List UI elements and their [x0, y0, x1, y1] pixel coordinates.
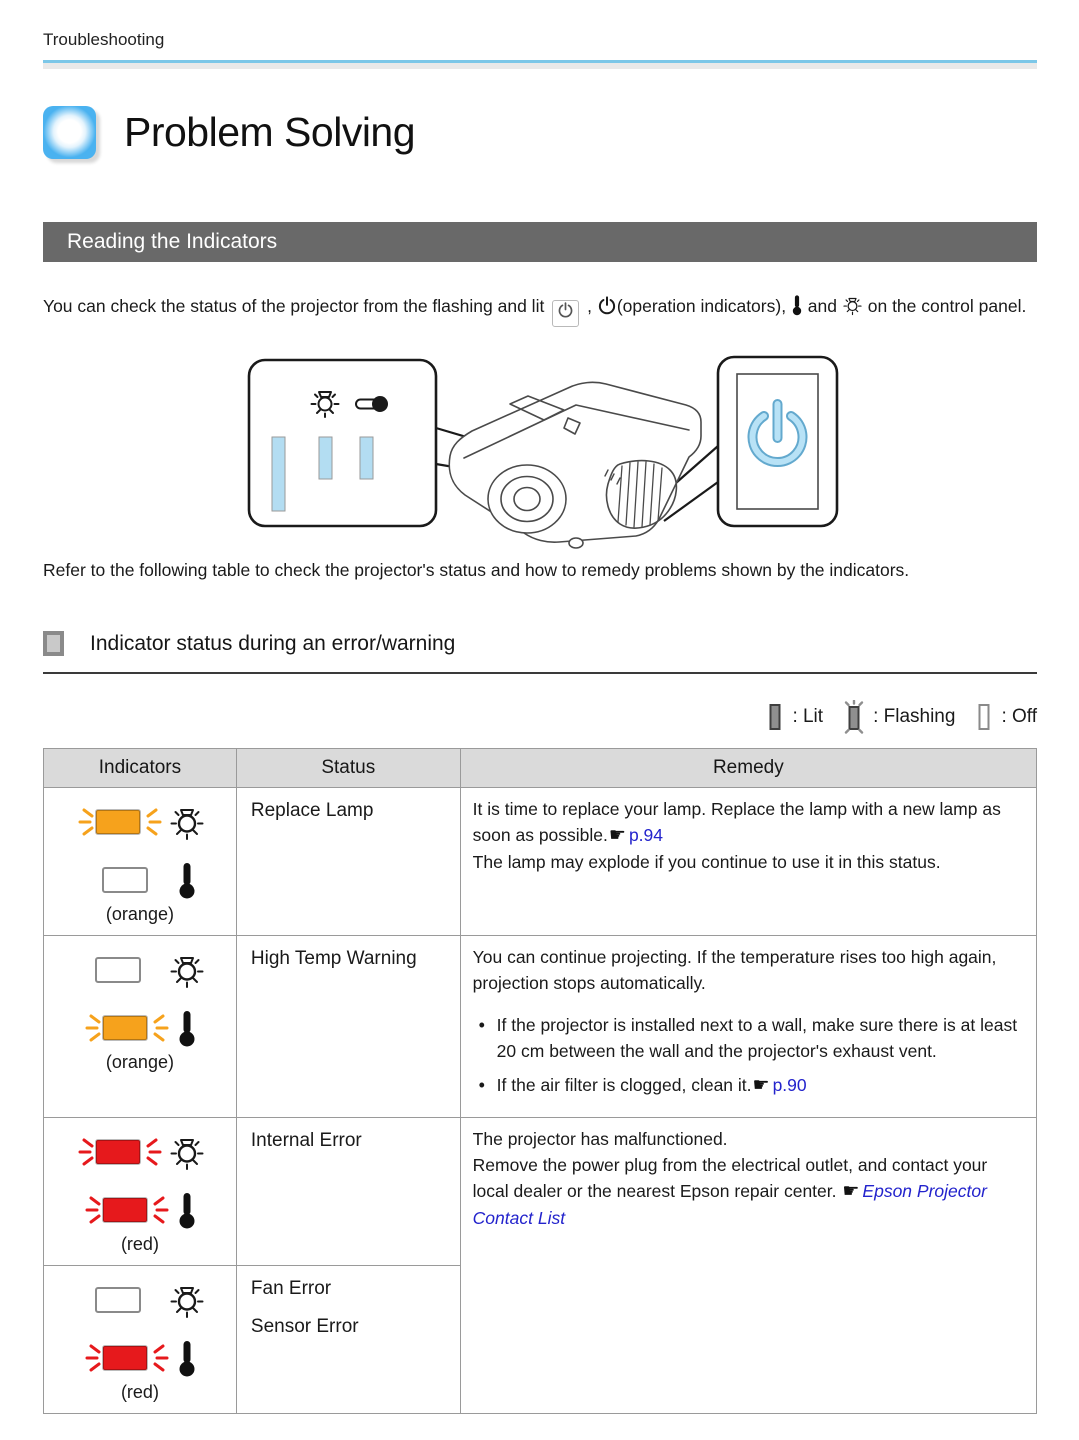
reference-icon: ☛: [608, 825, 626, 846]
header-indicators: Indicators: [44, 749, 237, 788]
indicators-cell: [44, 1118, 237, 1266]
temp-indicator-state: [83, 1336, 171, 1385]
temp-icon: [177, 1338, 197, 1383]
temp-icon: [177, 1190, 197, 1235]
intro-text-3: (operation indicators),: [616, 296, 791, 316]
legend-off: : Off: [973, 700, 1037, 734]
indicators-cell: [44, 1266, 237, 1414]
status-cell: Fan Error Sensor Error: [236, 1266, 460, 1414]
indicators-cell: [44, 936, 237, 1118]
indicator-color-label: (red): [120, 1234, 159, 1254]
header-divider: [43, 60, 1037, 69]
page-link[interactable]: p.90: [772, 1075, 807, 1095]
temp-indicator-icon: [791, 294, 803, 324]
indicator-status-table: [43, 748, 1037, 1414]
breadcrumb: Troubleshooting: [43, 30, 165, 49]
status-cell: Replace Lamp: [236, 788, 460, 936]
page-link[interactable]: p.94: [628, 825, 664, 845]
reference-icon: ☛: [752, 1075, 770, 1096]
legend-flashing: : Flashing: [841, 700, 955, 734]
page-title: Problem Solving: [124, 109, 416, 155]
title-row: [43, 106, 415, 159]
remedy-cell: You can continue projecting. If the temperature rises too high again, projection stops automatically. • If the projector is installed next to a wall, make sure there is at least 20 cm between the wall and the projector's exhaust vent. • If the air filter is clogged, clean it.☛ p.90: [460, 936, 1036, 1118]
indicator-legend: [43, 700, 1037, 734]
indicators-cell: [44, 788, 237, 936]
indicator-panel-callout: [249, 360, 436, 526]
intro-paragraph: [43, 293, 1039, 327]
power-panel-callout: [718, 357, 837, 526]
table-row: [44, 788, 1037, 936]
header-status: Status: [236, 749, 460, 788]
projector-drawing: [449, 382, 701, 548]
flashing-bar-icon: [841, 700, 867, 734]
square-bullet-icon: [43, 631, 64, 656]
temp-icon: [177, 860, 197, 905]
power-button-icon: [552, 300, 579, 327]
table-row: [44, 936, 1037, 1118]
list-item: • If the air filter is clogged, clean it.☛ p.90: [497, 1072, 1024, 1099]
header-remedy: Remedy: [460, 749, 1036, 788]
temp-indicator-state: [83, 1006, 171, 1055]
lamp-indicator-state: [76, 800, 164, 849]
indicator-color-label: (red): [120, 1382, 159, 1402]
lamp-icon: [170, 950, 204, 995]
status-cell: Internal Error: [236, 1118, 460, 1266]
lamp-indicator-state: [76, 948, 164, 997]
section-heading: Reading the Indicators: [43, 222, 1037, 262]
intro-text-1: You can check the status of the projector from the flashing and lit: [43, 296, 545, 316]
table-row: [44, 1118, 1037, 1266]
subheading-row: [43, 631, 455, 656]
reference-icon: ☛: [842, 1181, 860, 1202]
contact-list-link[interactable]: Epson Projector Contact List: [472, 1181, 987, 1228]
lit-bar-icon: [764, 700, 786, 734]
lamp-indicator-icon: [842, 295, 863, 324]
subheading-title: Indicator status during an error/warning: [90, 631, 456, 655]
off-bar-icon: [973, 700, 995, 734]
remedy-cell: It is time to replace your lamp. Replace the lamp with a new lamp as soon as possible.☛ p.94 The lamp may explode if you continue to use it in this status.: [460, 788, 1036, 936]
temp-indicator-state: [83, 858, 171, 907]
intro-text-4: and: [802, 296, 842, 316]
temp-icon: [177, 1008, 197, 1053]
remedy-bullet-list: [477, 1012, 1024, 1099]
subheading-rule: [43, 672, 1037, 674]
temp-indicator-state: [83, 1188, 171, 1237]
intro-text-5: on the control panel.: [862, 296, 1027, 316]
indicator-color-label: (orange): [105, 1052, 174, 1072]
list-item: • If the projector is installed next to a wall, make sure there is at least 20 cm between the wall and the projector's exhaust vent.: [497, 1012, 1024, 1064]
lamp-icon: [170, 802, 204, 847]
remedy-cell: The projector has malfunctioned. Remove the power plug from the electrical outlet, and contact your local dealer or the nearest Epson repair center. ☛ Epson Projector Contact List: [460, 1118, 1036, 1414]
lamp-icon: [170, 1132, 204, 1177]
lamp-indicator-state: [76, 1278, 164, 1327]
refer-paragraph: Refer to the following table to check the projector's status and how to remedy problems shown by the indicators.: [43, 560, 910, 580]
power-indicator-icon: [597, 296, 617, 324]
chapter-icon: [43, 106, 96, 159]
legend-lit: : Lit: [764, 700, 823, 734]
status-cell: High Temp Warning: [236, 936, 460, 1118]
table-header-row: [44, 749, 1037, 788]
intro-text-2: ,: [587, 296, 597, 316]
indicator-color-label: (orange): [105, 904, 174, 924]
projector-diagram: [228, 352, 850, 557]
lamp-indicator-state: [76, 1130, 164, 1179]
lamp-icon: [170, 1280, 204, 1325]
